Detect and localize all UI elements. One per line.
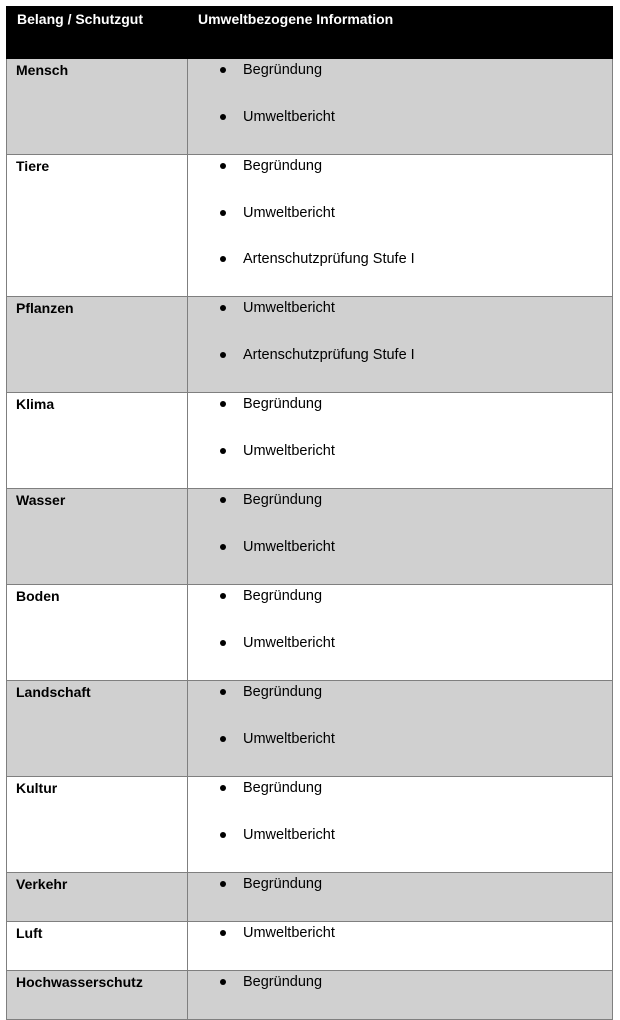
list-item [188,106,612,153]
list-item [188,297,612,344]
list-item-text: Umweltbericht [243,538,335,555]
list-item-text: Begründung [243,492,323,508]
bullet-icon [220,497,226,503]
list-item [188,489,612,536]
list-item [188,248,612,295]
information-list [188,393,612,486]
list-item [188,728,612,775]
belang-cell: Verkehr [7,873,188,922]
table-row [7,873,613,922]
table-row [7,155,613,297]
list-item [188,777,612,824]
bullet-icon [220,352,226,358]
list-item-text: Begründung [243,158,323,174]
bullet-icon [220,401,226,407]
list-item-text: Umweltbericht [243,442,335,459]
information-cell [188,59,613,155]
list-item [188,440,612,487]
list-item-text: Begründung [243,876,323,892]
information-cell [188,922,613,971]
table-row [7,393,613,489]
belang-cell: Tiere [7,155,188,297]
list-item-text: Umweltbericht [243,108,335,125]
bullet-icon [220,448,226,454]
information-list [188,59,612,152]
bullet-icon [220,832,226,838]
list-item [188,632,612,679]
bullet-icon [220,640,226,646]
list-item [188,344,612,391]
information-cell [188,297,613,393]
list-item-text: Begründung [243,396,323,412]
list-item [188,202,612,249]
table-row [7,971,613,1020]
list-item-text: Umweltbericht [243,730,335,747]
list-item [188,824,612,871]
list-item-text: Umweltbericht [243,300,335,316]
table-header-row [7,7,613,59]
bullet-icon [220,736,226,742]
belang-cell: Landschaft [7,681,188,777]
information-list [188,681,612,774]
header-umweltinformation: Umweltbezogene Information [188,7,613,59]
table-row [7,297,613,393]
bullet-icon [220,305,226,311]
bullet-icon [220,979,226,985]
belang-cell: Mensch [7,59,188,155]
list-item-text: Umweltbericht [243,634,335,651]
bullet-icon [220,593,226,599]
list-item-text: Artenschutzprüfung Stufe I [243,346,415,363]
list-item-text: Umweltbericht [243,925,335,941]
information-cell [188,873,613,922]
table-row [7,922,613,971]
information-cell [188,777,613,873]
list-item [188,873,612,920]
list-item [188,922,612,969]
header-belang: Belang / Schutzgut [7,7,188,59]
bullet-icon [220,785,226,791]
list-item-text: Begründung [243,62,323,78]
table-row [7,681,613,777]
environment-info-table [6,6,613,1020]
information-cell [188,585,613,681]
belang-cell: Klima [7,393,188,489]
bullet-icon [220,930,226,936]
bullet-icon [220,256,226,262]
information-list [188,971,612,1018]
bullet-icon [220,881,226,887]
list-item [188,681,612,728]
bullet-icon [220,210,226,216]
information-list [188,873,612,920]
belang-cell: Hochwasserschutz [7,971,188,1020]
list-item-text: Artenschutzprüfung Stufe I [243,251,415,267]
list-item [188,59,612,106]
list-item-text: Begründung [243,780,323,796]
information-list [188,922,612,969]
bullet-icon [220,544,226,550]
information-list [188,297,612,390]
list-item [188,155,612,202]
belang-cell: Boden [7,585,188,681]
bullet-icon [220,114,226,120]
information-cell [188,971,613,1020]
list-item-text: Umweltbericht [243,826,335,843]
information-cell [188,681,613,777]
information-list [188,489,612,582]
information-cell [188,155,613,297]
information-cell [188,393,613,489]
belang-cell: Kultur [7,777,188,873]
bullet-icon [220,689,226,695]
bullet-icon [220,163,226,169]
bullet-icon [220,67,226,73]
table-row [7,777,613,873]
table-row [7,59,613,155]
belang-cell: Luft [7,922,188,971]
information-list [188,155,612,295]
table-row [7,489,613,585]
information-cell [188,489,613,585]
information-list [188,585,612,678]
list-item-text: Begründung [243,684,323,700]
list-item-text: Begründung [243,588,323,604]
list-item-text: Umweltbericht [243,204,335,221]
list-item [188,536,612,583]
list-item [188,971,612,1018]
belang-cell: Wasser [7,489,188,585]
list-item [188,585,612,632]
information-list [188,777,612,870]
list-item-text: Begründung [243,974,323,990]
list-item [188,393,612,440]
belang-cell: Pflanzen [7,297,188,393]
table-body [7,59,613,1020]
table-row [7,585,613,681]
